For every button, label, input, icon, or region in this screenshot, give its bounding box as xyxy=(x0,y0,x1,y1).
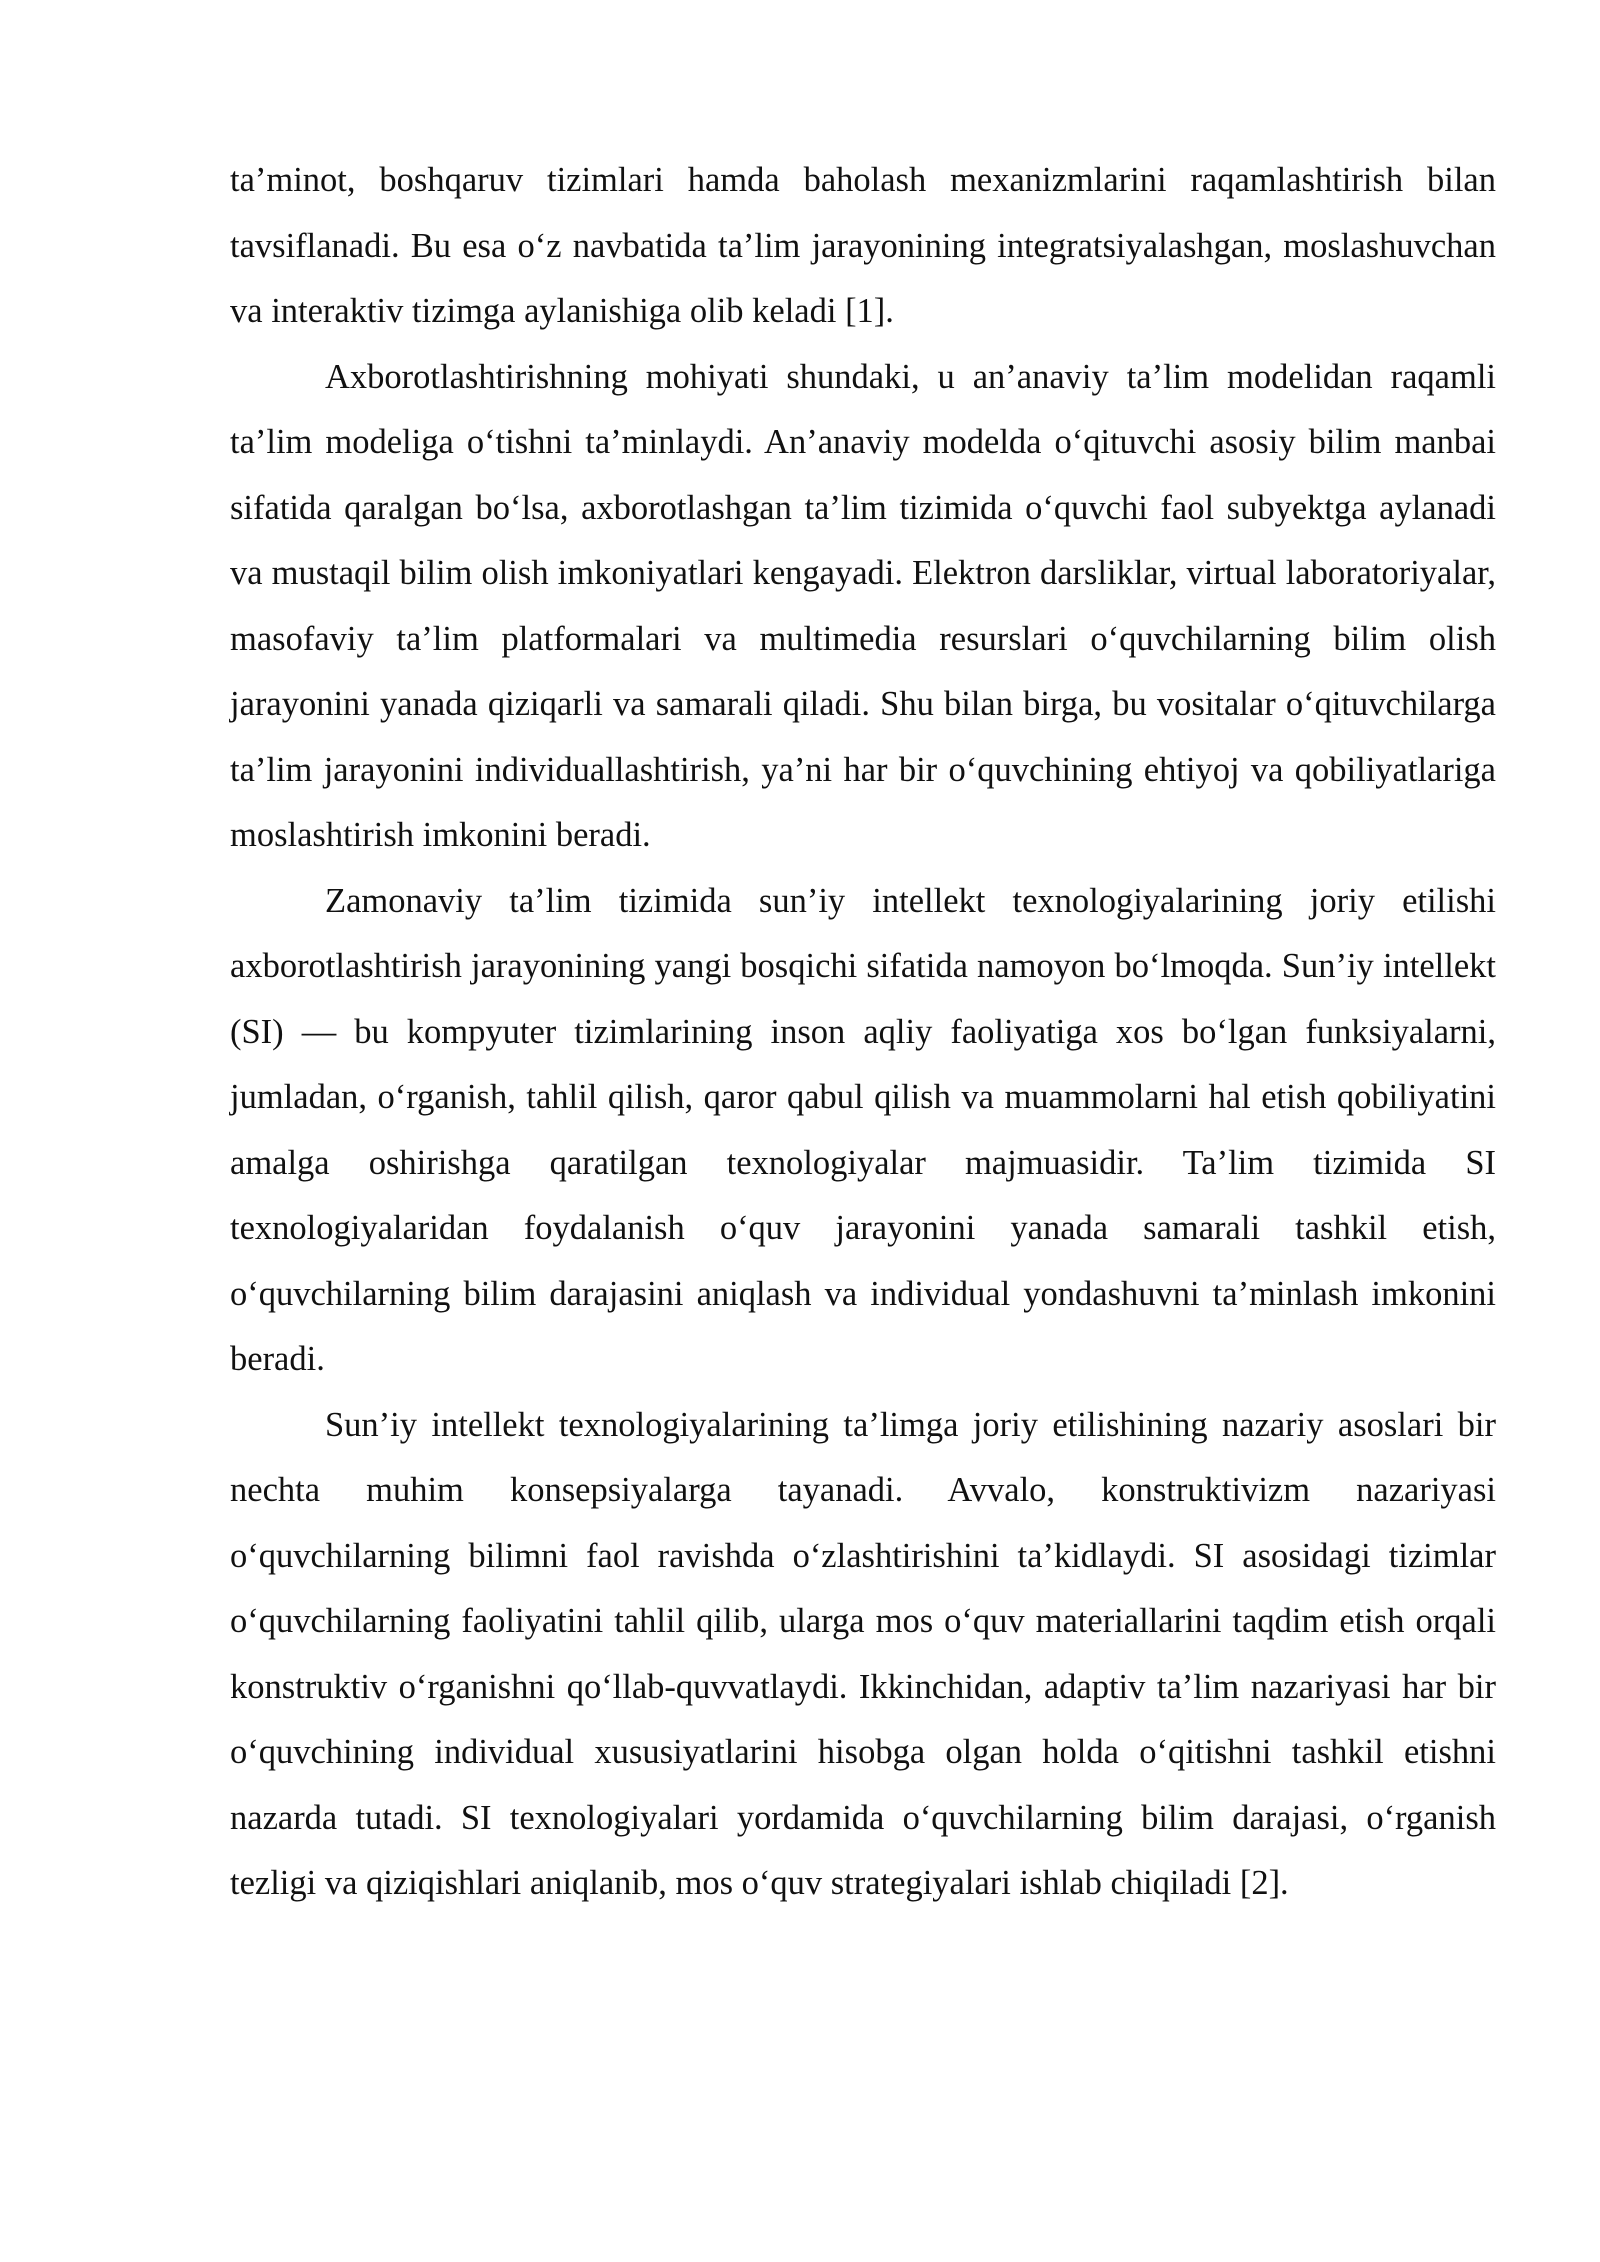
paragraph-4: Sun’iy intellekt texnologiyalarining ta’limga joriy etilishining nazariy asoslari bir nechta muhim konsepsiyalarga tayanadi. Avvalo, konstruktivizm nazariyasi o‘quvchilarning bilimni faol ravishda o‘zlashtirishini ta’kidlaydi. SI asosidagi tizimlar o‘quvchilarning faoliyatini tahlil qilib, ularga mos o‘quv materiallarini taqdim etish orqali konstruktiv o‘rganishni qo‘llab-quvvatlaydi. Ikkinchidan, adaptiv ta’lim nazariyasi har bir o‘quvchining individual xususiyatlarini hisobga olgan holda o‘qitishni tashkil etishni nazarda tutadi. SI texnologiyalari yordamida o‘quvchilarning bilim darajasi, o‘rganish tezligi va qiziqishlari aniqlanib, mos o‘quv strategiyalari ishlab chiqiladi [2]. xyxy=(230,1405,1496,1902)
document-page xyxy=(230,148,1496,1917)
paragraph-2: Axborotlashtirishning mohiyati shundaki, u an’anaviy ta’lim modelidan raqamli ta’lim modeliga o‘tishni ta’minlaydi. An’anaviy modelda o‘qituvchi asosiy bilim manbai sifatida qaralgan bo‘lsa, axborotlashgan ta’lim tizimida o‘quvchi faol subyektga aylanadi va mustaqil bilim olish imkoniyatlari kengayadi. Elektron darsliklar, virtual laboratoriyalar, masofaviy ta’lim platformalari va multimedia resurslari o‘quvchilarning bilim olish jarayonini yanada qiziqarli va samarali qiladi. Shu bilan birga, bu vositalar o‘qituvchilarga ta’lim jarayonini individuallashtirish, ya’ni har bir o‘quvchining ehtiyoj va qobiliyatlariga moslashtirish imkonini beradi. xyxy=(230,357,1496,854)
paragraph-1: ta’minot, boshqaruv tizimlari hamda baholash mexanizmlarini raqamlashtirish bilan tavsiflanadi. Bu esa o‘z navbatida ta’lim jarayonining integratsiyalashgan, moslashuvchan va interaktiv tizimga aylanishiga olib keladi [1]. xyxy=(230,161,1496,330)
paragraph-3: Zamonaviy ta’lim tizimida sun’iy intellekt texnologiyalarining joriy etilishi axborotlashtirish jarayonining yangi bosqichi sifatida namoyon bo‘lmoqda. Sun’iy intellekt (SI) — bu kompyuter tizimlarining inson aqliy faoliyatiga xos bo‘lgan funksiyalarni, jumladan, o‘rganish, tahlil qilish, qaror qabul qilish va muammolarni hal etish qobiliyatini amalga oshirishga qaratilgan texnologiyalar majmuasidir. Ta’lim tizimida SI texnologiyalaridan foydalanish o‘quv jarayonini yanada samarali tashkil etish, o‘quvchilarning bilim darajasini aniqlash va individual yondashuvni ta’minlash imkonini beradi. xyxy=(230,881,1496,1378)
